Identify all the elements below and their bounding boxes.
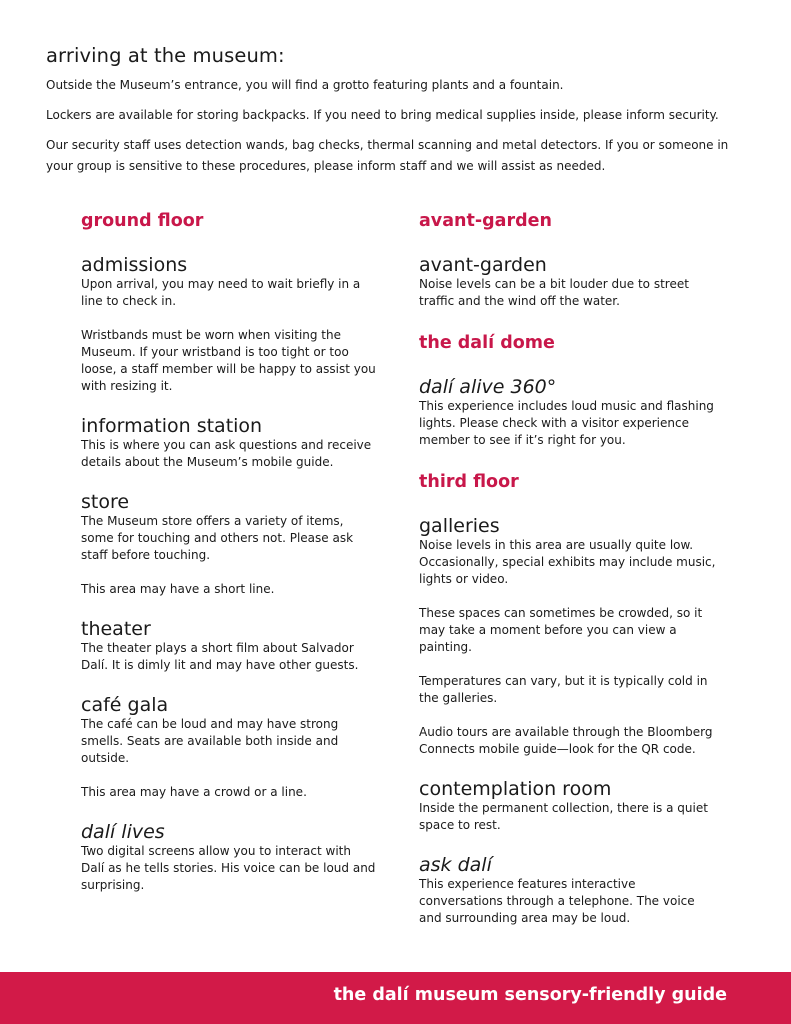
entry-cafe-gala [81,694,376,801]
entry-text: This area may have a short line. [81,582,275,596]
entry-text: Noise levels can be a bit louder due to street traffic and the wind off the water. [419,277,689,308]
entry-text: These spaces can sometimes be crowded, so it may take a moment before you can view a painting. [419,606,703,654]
entry-text: The theater plays a short film about Salvador Dalí. It is dimly lit and may have other guests. [81,641,359,672]
entry-contemplation-room [419,778,719,834]
entry-text: The café can be loud and may have strong smells. Seats are available both inside and outside. [81,717,339,765]
entry-text: Temperatures can vary, but it is typically cold in the galleries. [419,674,708,705]
entry-text: Two digital screens allow you to interact with Dalí as he tells stories. His voice can be loud and surprising. [81,844,376,892]
entry-text: Noise levels in this area are usually quite low. Occasionally, special exhibits may include music, lights or video. [419,538,716,586]
entry-title: dalí lives [81,821,165,843]
entry-theater [81,618,376,674]
footer-title: the dalí museum sensory-friendly guide [333,985,727,1005]
intro-paragraph: Lockers are available for storing backpacks. If you need to bring medical supplies inside, please inform security. [46,108,719,122]
footer-banner [0,972,791,1024]
entry-title: admissions [81,254,188,276]
entry-text: This experience features interactive conversations through a telephone. The voice and surrounding area may be loud. [419,877,695,925]
entry-text: Audio tours are available through the Bloomberg Connects mobile guide—look for the QR code. [419,725,713,756]
entry-text: The Museum store offers a variety of items, some for touching and others not. Please ask staff before touching. [81,514,354,562]
entry-text: This is where you can ask questions and receive details about the Museum’s mobile guide. [81,438,372,469]
entry-galleries [419,515,719,758]
left-column [81,208,376,894]
entry-text: This area may have a crowd or a line. [81,785,307,799]
entry-text: This experience includes loud music and flashing lights. Please check with a visitor experience member to see if it’s right for you. [419,399,714,447]
intro-paragraph: Our security staff uses detection wands, bag checks, thermal scanning and metal detectors. If you or someone in your group is sensitive to these procedures, please inform staff and we will assist as needed. [46,138,729,173]
entry-dali-alive-360 [419,376,719,449]
intro-title: arriving at the museum: [46,44,285,67]
entry-admissions [81,254,376,395]
entry-information-station [81,415,376,471]
section-title-dali-dome: the dalí dome [419,333,555,353]
entry-title: ask dalí [419,854,492,876]
entry-title: store [81,491,130,513]
entry-text: Wristbands must be worn when visiting the Museum. If your wristband is too tight or too loose, a staff member will be happy to assist you with resizing it. [81,328,376,393]
section-title-ground-floor: ground floor [81,211,204,231]
entry-title: avant-garden [419,254,547,276]
section-title-avant-garden: avant-garden [419,211,552,231]
entry-title: galleries [419,515,500,537]
right-column [419,208,719,927]
entry-title: contemplation room [419,778,612,800]
entry-text: Upon arrival, you may need to wait briefly in a line to check in. [81,277,361,308]
entry-store [81,491,376,598]
entry-title: café gala [81,694,169,716]
entry-text: Inside the permanent collection, there is a quiet space to rest. [419,801,708,832]
entry-title: information station [81,415,263,437]
entry-title: theater [81,618,151,640]
section-title-third-floor: third floor [419,472,519,492]
entry-dali-lives [81,821,376,894]
entry-ask-dali [419,854,719,927]
intro-paragraph: Outside the Museum’s entrance, you will find a grotto featuring plants and a fountain. [46,78,564,92]
entry-avant-garden [419,254,719,310]
intro-section [46,44,756,186]
entry-title: dalí alive 360° [419,376,557,398]
